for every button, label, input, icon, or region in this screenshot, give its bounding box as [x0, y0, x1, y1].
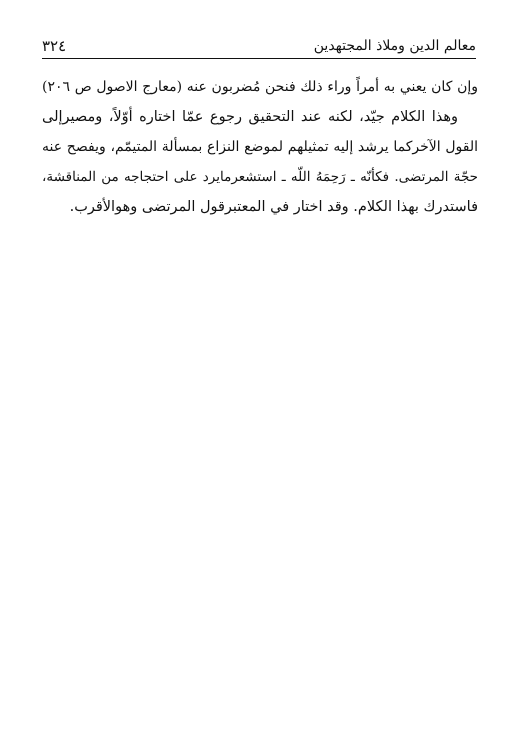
page-number: ٣٢٤ — [42, 37, 67, 55]
text-line: فاستدرك بهذا الكلام. وقد اختار في المعتبرقول المرتضى وهوالأقرب. — [69, 199, 478, 215]
text-line: القول الآخركما يرشد إليه تمثيلهم لموضع النزاع بمسألة المتيمّم، ويفصح عنه — [42, 139, 478, 155]
body-text — [42, 72, 478, 222]
running-header-title: معالم الدين وملاذ المجتهدين — [313, 38, 476, 54]
header-rule — [42, 58, 476, 59]
text-line: حجّة المرتضى. فكأنّه ـ رَحِمَهُ اللّه ـ استشعرمايرد على احتجاجه من المناقشة، — [42, 169, 478, 185]
running-header — [42, 36, 476, 60]
text-line: وهذا الكلام جيّد، لكنه عند التحقيق رجوع عمّا اختاره أوّلاً، ومصيرإلى — [42, 109, 458, 125]
text-line: وإن كان يعني به أمراً وراء ذلك فنحن مُضربون عنه (معارج الاصول ص ٢٠٦) — [42, 79, 478, 95]
